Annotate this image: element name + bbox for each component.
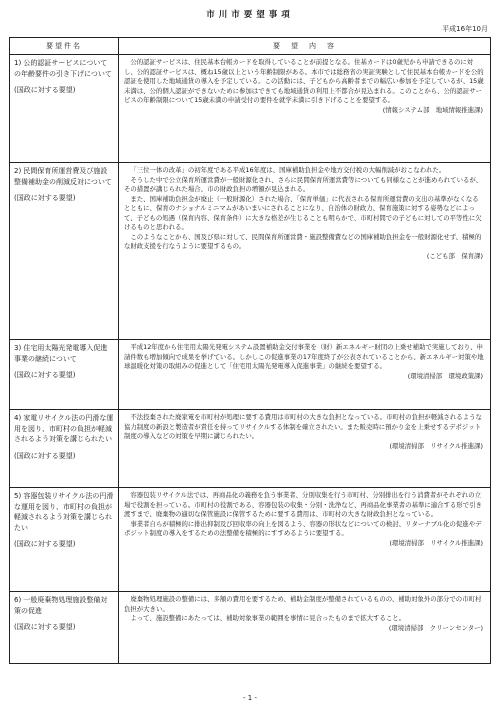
request-content-cell (119, 55, 491, 163)
request-table (9, 37, 491, 664)
column-header-name: 要望件名 (10, 38, 119, 55)
request-paragraph: また、国庫補助負担金が廃止（一般財源化）された場合、「保育単価」に代表される保育所運営費の支出の基準がなくなるとともに、保育のナショナルミニマムがあいまいにされることになり、自治体の財政力、保育施策に対する姿勢などによって、子どもの処遇（保育内容、保育条件）に大きな格差が生じることも明らかで、市町村間での子どもに対しての平等性に欠けるものと思われる。 (124, 194, 482, 231)
request-content-cell (119, 592, 491, 664)
request-name-cell (10, 488, 119, 592)
request-content-cell (119, 410, 491, 488)
request-name-cell (10, 340, 119, 410)
table-row (10, 340, 491, 410)
request-paragraph: 「三位一体の改革」の初年度である平成16年度は、国庫補助負担金や地方交付税の大幅削減がおこなわれた。 (130, 166, 446, 174)
request-paragraph: 事業者自らが積極的に排出抑制及び回収率の向上を図るよう、容器の形状などについての検討、リターナブル化の促進やデポジット制度の導入をするための法整備を積極的にすすめるように要望する。 (124, 519, 482, 537)
department-label: (環境清掃部 リサイクル推進課) (389, 538, 483, 547)
request-title: 5) 容器包装リサイクル法の円滑な運用を図り、市町村の負担が軽減されるよう対策を講じられたい (14, 492, 114, 532)
request-target: (国政に対する要望) (14, 371, 76, 379)
document-date: 平成16年10月 (442, 25, 488, 33)
request-title: 6) 一般廃棄物処理施設整備対策の促進 (14, 596, 108, 615)
request-name-cell (10, 163, 119, 340)
column-header-content: 要 望 内 容 (119, 38, 491, 55)
table-row (10, 55, 491, 163)
request-target: (国政に対する要望) (14, 451, 76, 460)
request-paragraph: 容器包装リサイクル法では、再商品化の義務を負う事業者、分別収集を行う市町村、分別排出を行う消費者がそれぞれの立場で役割を担っている。市町村の役割である、容器包装の収集・分別・洗浄など、再商品化事業者の基準に適合する形で引き渡すまで、廃棄物の適切な保管施設に保管するために要する費用は、市町村の大きな財政負担となっている。 (124, 491, 482, 518)
request-paragraph: そうした中で公立保育所運営費が一般財源化され、さらに民間保育所運営費等についても同様なことが進められているが、その措置が講じられた場合、市の財政負担の増額が見込まれる。 (124, 175, 483, 193)
request-paragraph: 公的認証サービスは、住民基本台帳カードを取得していることが前提となる。住基カードは0歳児から申請できるのに対し、公的認証サービスは、概ね15歳以上という年齢制限がある。本市では総務省の実証実験として住民基本台帳カードを公的認証を使用した地域通貨の導入を予定している。この活動には、子どもから高齢者までの幅広い参加を予定しているが、15歳未満は、公的個人認証ができないために参加はできても地域通貨の利用上不都合が見込まれる。このことから、公的認証サービスの年齢制限について15歳未満の申請受付の要件を就学未満に引き下げることを要望する。 (124, 58, 484, 104)
document-title: 市川市要望事項 (206, 10, 294, 20)
page-number: - 1 - (243, 694, 257, 702)
request-title: 3) 住宅用太陽光発電導入促進事業の継続について (14, 344, 108, 363)
table-header-row (10, 38, 491, 55)
request-name-cell (10, 592, 119, 664)
request-name-cell (10, 55, 119, 163)
request-paragraph: 廃棄物処理施設の整備には、多額の費用を要するため、補助金制度が整備されているものの、補助対象外の部分での市町村負担が大きい。 (124, 595, 482, 613)
department-label: (環境清掃部 リサイクル推進課) (389, 441, 483, 450)
table-row (10, 592, 491, 664)
department-label: (環境清掃部 クリーンセンター) (388, 623, 483, 632)
request-title: 4) 家電リサイクル法の円滑な運用を図り、市町村の負担が軽減されるよう対策を講じられたい (14, 414, 114, 443)
request-target: (国政に対する要望) (14, 623, 76, 631)
request-paragraph: 不法投棄された廃家電を市町村が処理に要する費用は市町村の大きな負担となっている。市町村の負担が軽減されるような協力制度の新設と製造者が責任を持ってリサイクルする体制を確立されたい。また販売時に預かり金を上乗せするデポジット制度の導入などの対策を早期に講じられたい。 (124, 413, 482, 440)
request-paragraph: このようなことから、国及び県に対して、民間保育所運営費・施設整備費などの国庫補助負担金を一般財源化せず、積極的な財政支援を行なうように要望するもの。 (124, 232, 482, 250)
table-row (10, 410, 491, 488)
request-content-cell (119, 340, 491, 410)
request-content-cell (119, 163, 491, 340)
table-row (10, 488, 491, 592)
request-target: (国政に対する要望) (14, 194, 76, 202)
request-paragraph: よって、施設整備にあたっては、補助対象事業の範囲を事情に見合ったものまで拡大すること。 (130, 614, 406, 622)
department-label: (情報システム部 地域情報推進課) (382, 105, 483, 114)
request-paragraph: 平成12年度から住宅用太陽光発電システム設置補助金交付事業を（財）新エネルギー財団の上乗せ補助で実施しており、申請件数も増加傾向で成果を挙げている。しかしこの促進事業の17年度終了が公表されていることから、新エネルギー対策や地球温暖化対策の取組みの促進として「住宅用太陽光発電導入促進事業」の継続を要望する。 (124, 343, 484, 370)
request-title: 1) 公的認証サービスについての年齢要件の引き下げについて (14, 59, 112, 78)
request-target: (国政に対する要望) (14, 86, 76, 94)
request-title: 2) 民間保育所運営費及び施設整備補助金の削減反対について (14, 167, 112, 186)
request-content-cell (119, 488, 491, 592)
request-target: (国政に対する要望) (14, 540, 76, 548)
department-label: (こども部 保育課) (426, 251, 483, 260)
table-row (10, 163, 491, 340)
department-label: (環境清掃部 環境政策課) (407, 371, 483, 380)
request-name-cell (10, 410, 119, 488)
